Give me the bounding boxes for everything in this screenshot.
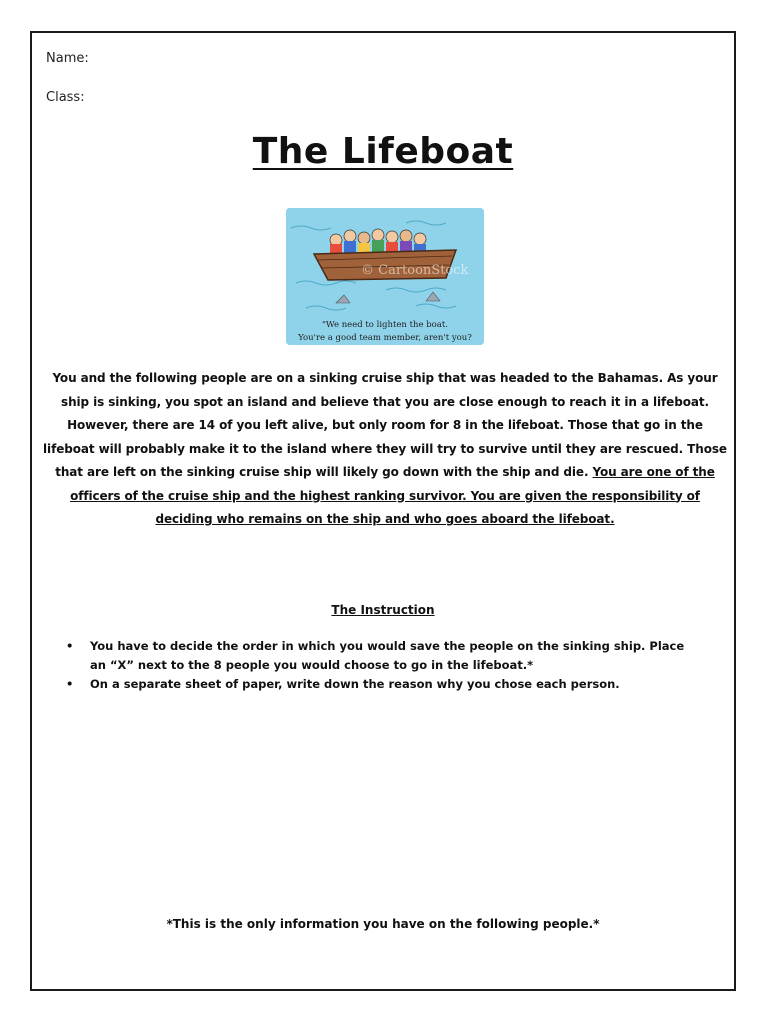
name-field-label: Name:: [46, 51, 89, 66]
instruction-item: • On a separate sheet of paper, write down the reason why you chose each person.: [62, 675, 702, 694]
class-field-label: Class:: [46, 90, 85, 105]
lifeboat-cartoon: [286, 208, 484, 345]
instruction-list: [62, 637, 702, 694]
intro-text: You and the following people are on a sinking cruise ship that was headed to the Bahamas. As your ship is sinking, you spot an island and believe that you are close enough to reach it in a lifeboat. However, there are 14 of you left alive, but only room for 8 in the lifeboat. Those that go in the lifeboat will probably make it to the island where they will try to survive until they are rescued. Those that are left on the sinking cruise ship will likely go down with the ship and die.: [43, 371, 727, 479]
worksheet-page: [30, 31, 736, 991]
footer-note: *This is the only information you have on the following people.*: [166, 917, 600, 931]
intro-emphasis: You are one of the officers of the cruise ship and the highest ranking survivor. You are given the responsibility of deciding who remains on the ship and who goes aboard the lifeboat.: [70, 465, 715, 526]
cartoon-caption-line2: You're a good team member, aren't you?: [298, 333, 472, 343]
intro-paragraph: [42, 367, 728, 532]
page-title: The Lifeboat: [252, 131, 514, 172]
instruction-heading: The Instruction: [331, 603, 435, 617]
instruction-item: • You have to decide the order in which you would save the people on the sinking ship. Place an “X” next to the 8 people you would choose to go in the lifeboat.*: [62, 637, 702, 675]
watermark-text: © CartoonStock: [361, 263, 469, 278]
cartoon-caption-line1: "We need to lighten the boat.: [322, 320, 448, 330]
